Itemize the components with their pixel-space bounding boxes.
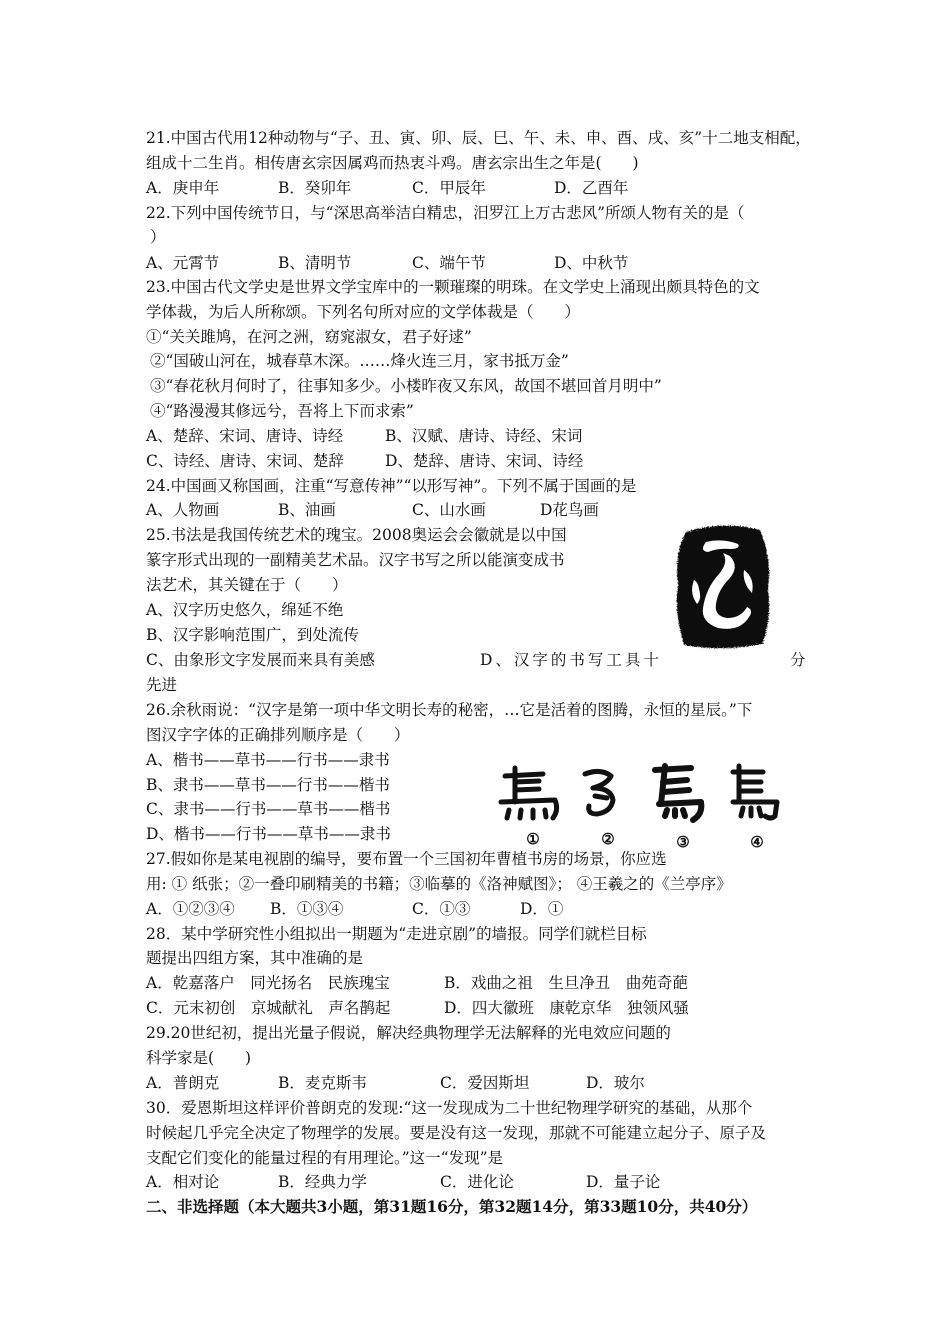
q22-option-a: A、元霄节 [146,254,220,272]
horse-cursive-script [585,771,613,814]
q28-stem-line2: 题提出四组方案，其中准确的是 [146,949,364,967]
q23-item-4: ④“路漫漫其修远兮，吾将上下而求索” [150,402,414,420]
q25-stem-line3: 法艺术，其关键在于（ ） [146,576,348,594]
q27-option-a: A．①②③④ [146,900,235,918]
q25-option-d-end: 先进 [146,676,178,694]
q21-option-d: D．乙酉年 [554,179,629,197]
q25-option-d: D、汉字的书写工具十 [480,651,662,669]
q21-option-a: A．庚申年 [146,179,220,197]
q26-stem-line2: 图汉字字体的正确排列顺序是（ ） [146,726,410,744]
q26-stem-line1: 26.余秋雨说：“汉字是第一项中华文明长寿的秘密，…它是活着的图腾，永恒的星辰。”下 [146,701,753,719]
horse-running-script [655,766,701,820]
q25-stem-line1: 25.书法是我国传统艺术的瑰宝。2008奥运会会徽就是以中国 [146,526,567,544]
q28-option-b: B．戏曲之祖 生旦净丑 曲苑奇葩 [444,974,688,992]
q24-stem: 24.中国画又称国画，注重“写意传神”“以形写神”。下列不属于国画的是 [146,477,637,495]
q30-option-c: C．进化论 [440,1173,514,1191]
q24-option-d: D花鸟画 [540,501,599,519]
q26-option-c: C、隶书——行书——草书——楷书 [146,800,391,818]
q21-stem-line2: 组成十二生肖。相传唐玄宗因属鸡而热衷斗鸡。唐玄宗出生之年是( ) [146,154,639,172]
q26-option-a: A、楷书——草书——行书——隶书 [146,751,390,769]
q30-stem-line2: 时候起几乎完全决定了物理学的发展。要是没有这一发现，那就不可能建立起分子、原子及 [146,1124,767,1142]
q23-item-2: ②“国破山河在，城春草木深。……烽火连三月，家书抵万金” [150,352,569,370]
q24-option-a: A、人物画 [146,501,220,519]
q29-option-a: A．普朗克 [146,1074,220,1092]
q23-option-c: C、诗经、唐诗、宋词、楚辞 [146,452,344,470]
q28-option-d: D．四大徽班 康乾京华 独领风骚 [444,999,689,1017]
q25-stem-line2: 篆字形式出现的一副精美艺术品。汉字书写之所以能演变成书 [146,551,565,569]
q21-option-b: B．癸卯年 [278,179,352,197]
q29-stem-line2: 科学家是( ) [146,1049,252,1067]
q23-stem-line2: 学体裁，为后人所称颂。下列名句所对应的文学体裁是（ ） [146,303,581,321]
q23-option-d: D、楚辞、唐诗、宋词、诗经 [385,452,584,470]
figure-label-3: ③ [676,833,690,851]
q24-option-b: B、油画 [278,501,336,519]
q29-option-d: D．玻尔 [586,1074,645,1092]
q26-option-d: D、楷书——行书——草书——隶书 [146,825,391,843]
figure-label-1: ① [526,830,540,848]
q29-option-b: B．麦克斯韦 [278,1074,367,1092]
q27-stem-line2: 用: ① 纸张；②一叠印刷精美的书籍；③临摹的《洛神赋图》； ④王羲之的《兰亭序》 [146,875,732,893]
q28-option-c: C．元末初创 京城献礼 声名鹊起 [146,999,391,1017]
q25-option-b: B、汉字影响范围广，到处流传 [146,626,359,644]
q23-option-a: A、楚辞、宋词、唐诗、诗经 [146,427,344,445]
q29-option-c: C．爱因斯坦 [440,1074,530,1092]
q25-option-d-cont: 分 [790,651,806,669]
horse-clerical-script [501,768,557,818]
figure-label-2: ② [601,830,615,848]
q30-stem-line1: 30．爱恩斯坦这样评价普朗克的发现:“这一发现成为二十世纪物理学研究的基础，从那个 [146,1099,753,1117]
q22-stem-line1: 22.下列中国传统节日，与“深思高举洁白精忠，汨罗江上万古悲风”所颂人物有关的是（ [146,204,745,222]
q28-stem-line1: 28．某中学研究性小组拟出一期题为“走进京剧”的墙报。同学们就栏目标 [146,925,647,943]
q22-option-c: C、端午节 [412,254,486,272]
q30-option-a: A．相对论 [146,1173,220,1191]
q24-option-c: C、山水画 [412,501,486,519]
horse-regular-script [733,766,777,818]
q27-stem-line1: 27.假如你是某电视剧的编导，要布置一个三国初年曹植书房的场景，你应选 [146,850,667,868]
q22-stem-line2: ） [150,228,166,246]
q23-stem-line1: 23.中国古代文学史是世界文学宝库中的一颗璀璨的明珠。在文学史上涌现出颇具特色的文 [146,278,760,296]
q30-option-b: B．经典力学 [278,1173,367,1191]
q27-option-c: C．①③ [412,900,471,918]
q25-option-a: A、汉字历史悠久，绵延不绝 [146,601,344,619]
q23-item-1: ①“关关雎鸠，在河之洲，窈窕淑女，君子好逑” [146,328,472,346]
q22-option-b: B、清明节 [278,254,352,272]
q23-item-3: ③“春花秋月何时了，往事知多少。小楼昨夜又东风，故国不堪回首月明中” [150,377,662,395]
figure-label-4: ④ [750,833,764,851]
q27-option-b: B．①③④ [270,900,344,918]
q30-option-d: D．量子论 [586,1173,661,1191]
beijing-2008-seal-emblem [668,518,778,653]
horse-character-scripts-figure [495,758,795,858]
q30-stem-line3: 支配它们变化的能量过程的有用理论。”这一“发现”是 [146,1149,504,1167]
q23-option-b: B、汉赋、唐诗、诗经、宋词 [385,427,583,445]
q28-option-a: A．乾嘉落户 同光扬名 民族瑰宝 [146,974,390,992]
q27-option-d: D．① [520,900,564,918]
q29-stem-line1: 29.20世纪初，提出光量子假说，解决经典物理学无法解释的光电效应问题的 [146,1024,671,1042]
q21-stem-line1: 21.中国古代用12种动物与“子、丑、寅、卯、辰、巳、午、未、申、酉、戌、亥”十二地支相配， [146,129,811,147]
section-2-heading: 二、非选择题（本大题共3小题，第31题16分，第32题14分，第33题10分，共40分） [146,1197,758,1216]
q22-option-d: D、中秋节 [554,254,629,272]
q21-option-c: C．甲辰年 [412,179,486,197]
q26-option-b: B、隶书——草书——行书——楷书 [146,776,390,794]
q25-option-c: C、由象形文字发展而来具有美感 [146,651,375,669]
